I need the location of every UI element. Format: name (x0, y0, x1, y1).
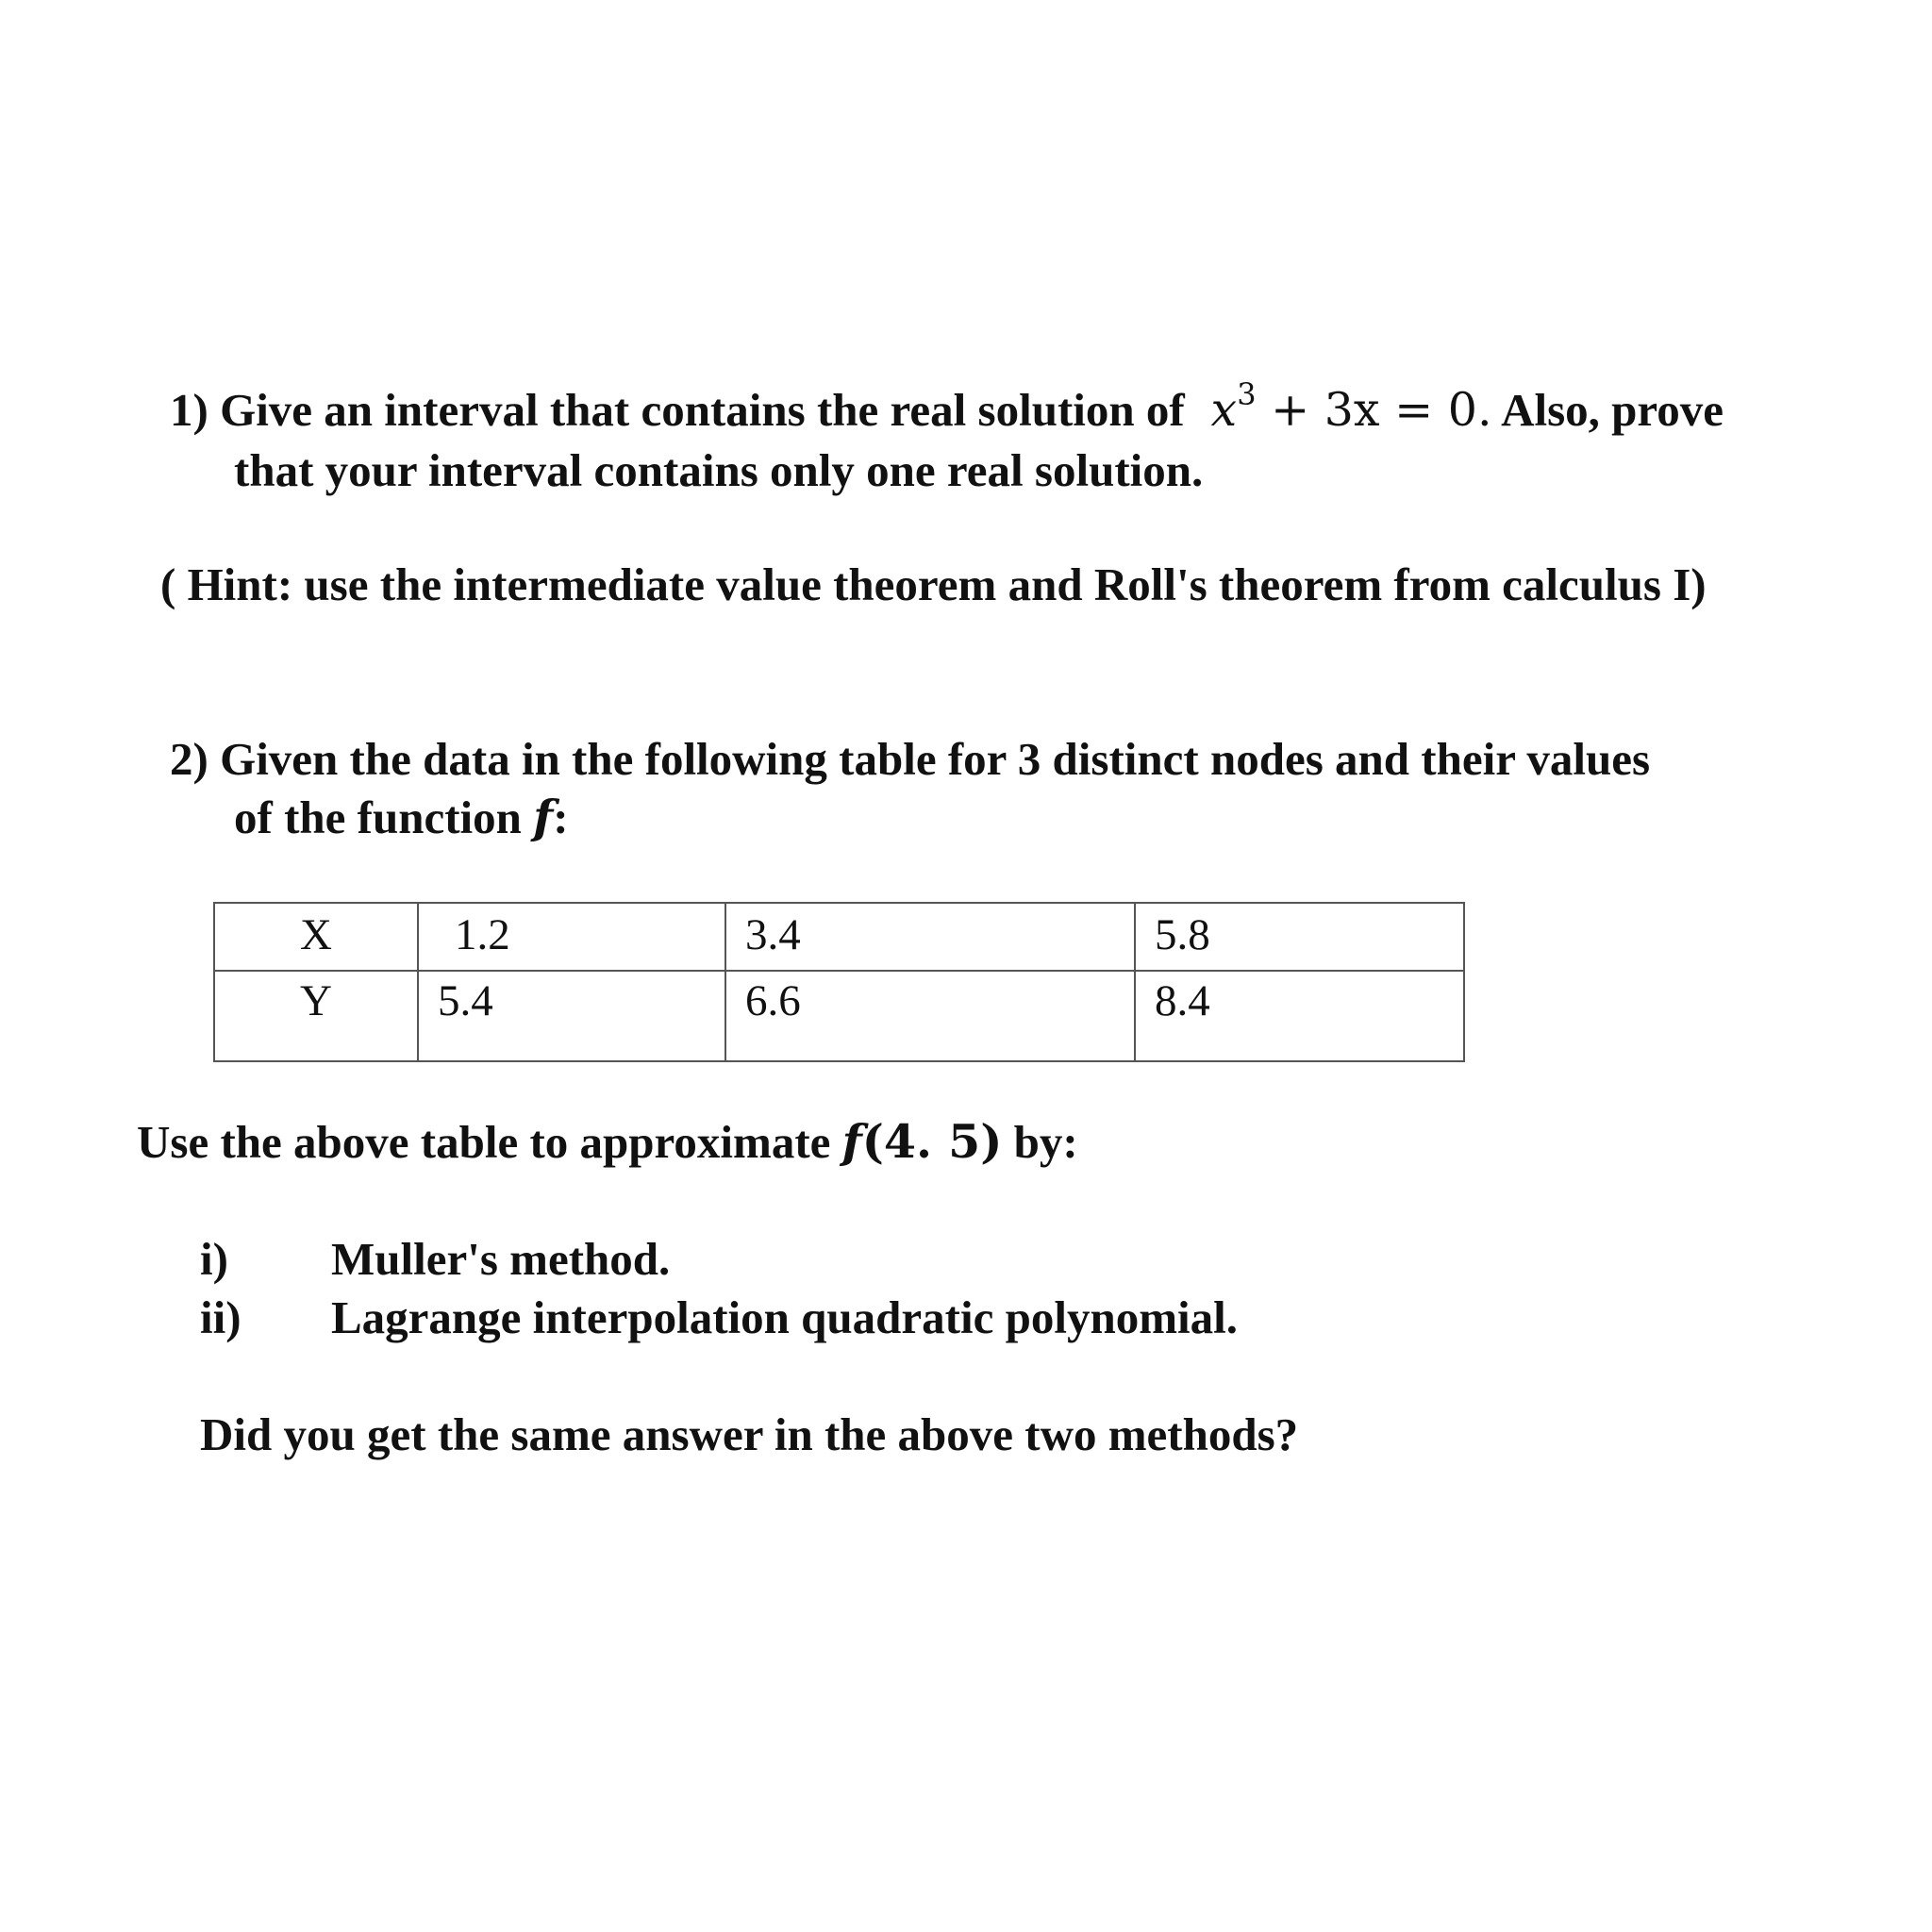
approximation-suffix: by: (1013, 1116, 1078, 1168)
equation-variable: x (1210, 383, 1238, 437)
item-number: i) (200, 1233, 228, 1285)
question-1-line-1 (170, 376, 1724, 437)
item-text: Lagrange interpolation quadratic polynomial. (331, 1291, 1239, 1343)
approximation-instruction (137, 1114, 1078, 1169)
table-row-x (214, 903, 1464, 971)
approximation-text: Use the above table to approximate (137, 1116, 831, 1168)
question-2-line-2-text: of the function (234, 791, 522, 843)
table-cell: 5.8 (1135, 903, 1464, 971)
equation-rest: + 3x = 0. (1271, 383, 1492, 437)
table-cell: 3.4 (725, 903, 1135, 971)
table-cell: 5.4 (418, 971, 725, 1061)
question-1-text-end: Also, prove (1501, 384, 1724, 436)
question-2-line-1 (170, 733, 1651, 785)
item-number: ii) (200, 1291, 242, 1343)
question-2-number: 2) (170, 733, 208, 785)
table-cell-y-label: Y (214, 971, 418, 1061)
approximation-function: f (841, 1114, 862, 1169)
table-cell: 8.4 (1135, 971, 1464, 1061)
table-row-y (214, 971, 1464, 1061)
question-1-text: Give an interval that contains the real solution of (220, 384, 1185, 436)
hint-text: ( Hint: use the intermediate value theorem and Roll's theorem from calculus I) (160, 558, 1707, 610)
table-cell: 1.2 (418, 903, 725, 971)
final-question: Did you get the same answer in the above two methods? (200, 1408, 1299, 1460)
function-symbol: f (533, 790, 554, 844)
question-2-line-2 (234, 790, 569, 844)
question-2-text: Given the data in the following table for 3 distinct nodes and their values (220, 733, 1651, 785)
approximation-argument: (4. 5) (861, 1114, 1003, 1169)
question-1-line-2: that your interval contains only one real solution. (234, 444, 1204, 496)
equation (1196, 376, 1492, 437)
equation-exponent: 3 (1237, 376, 1257, 412)
table-cell: 6.6 (725, 971, 1135, 1061)
item-text: Muller's method. (331, 1233, 671, 1285)
data-table (213, 902, 1465, 1062)
table-cell-x-label: X (214, 903, 418, 971)
question-2-colon: : (553, 791, 569, 843)
question-1-number: 1) (170, 384, 208, 436)
